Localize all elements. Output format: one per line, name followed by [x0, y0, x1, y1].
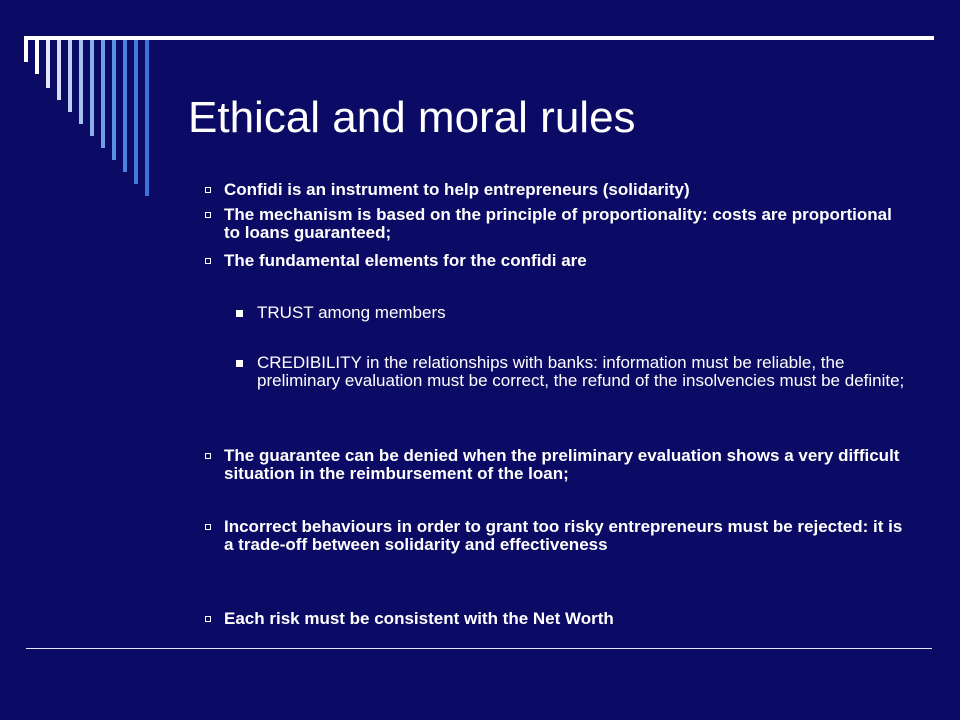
bullet-text: The mechanism is based on the principle of proportionality: costs are proportional to loans guaranteed; — [224, 205, 892, 242]
bullet-text: Incorrect behaviours in order to grant too risky entrepreneurs must be rejected: it is a trade-off between solidarity and effectiveness — [224, 517, 903, 554]
bullet-text: Confidi is an instrument to help entrepreneurs (solidarity) — [224, 180, 690, 199]
sub-bullet-text: CREDIBILITY in the relationships with banks: information must be reliable, the preliminary evaluation must be correct, the refund of the insolvencies must be definite; — [257, 353, 905, 390]
hollow-square-bullet-icon — [205, 616, 211, 622]
hollow-square-bullet-icon — [205, 187, 211, 193]
sub-bullet-text: TRUST among members — [257, 303, 446, 322]
bullet-item — [205, 518, 905, 554]
hollow-square-bullet-icon — [205, 453, 211, 459]
filled-square-bullet-icon — [236, 360, 243, 367]
hollow-square-bullet-icon — [205, 212, 211, 218]
slide-title: Ethical and moral rules — [188, 93, 636, 142]
bullet-item — [205, 610, 905, 628]
bullet-text: The guarantee can be denied when the preliminary evaluation shows a very difficult situation in the reimbursement of the loan; — [224, 446, 900, 483]
bullet-item — [205, 252, 905, 270]
hollow-square-bullet-icon — [205, 258, 211, 264]
bottom-rule — [26, 648, 932, 649]
bullet-text: The fundamental elements for the confidi are — [224, 251, 587, 270]
sub-bullet-item — [236, 354, 906, 390]
filled-square-bullet-icon — [236, 310, 243, 317]
sub-bullet-item — [236, 304, 906, 322]
bullet-item — [205, 447, 905, 483]
bullet-item — [205, 181, 905, 199]
bullet-item — [205, 206, 905, 242]
hollow-square-bullet-icon — [205, 524, 211, 530]
bullet-text: Each risk must be consistent with the Net Worth — [224, 609, 614, 628]
